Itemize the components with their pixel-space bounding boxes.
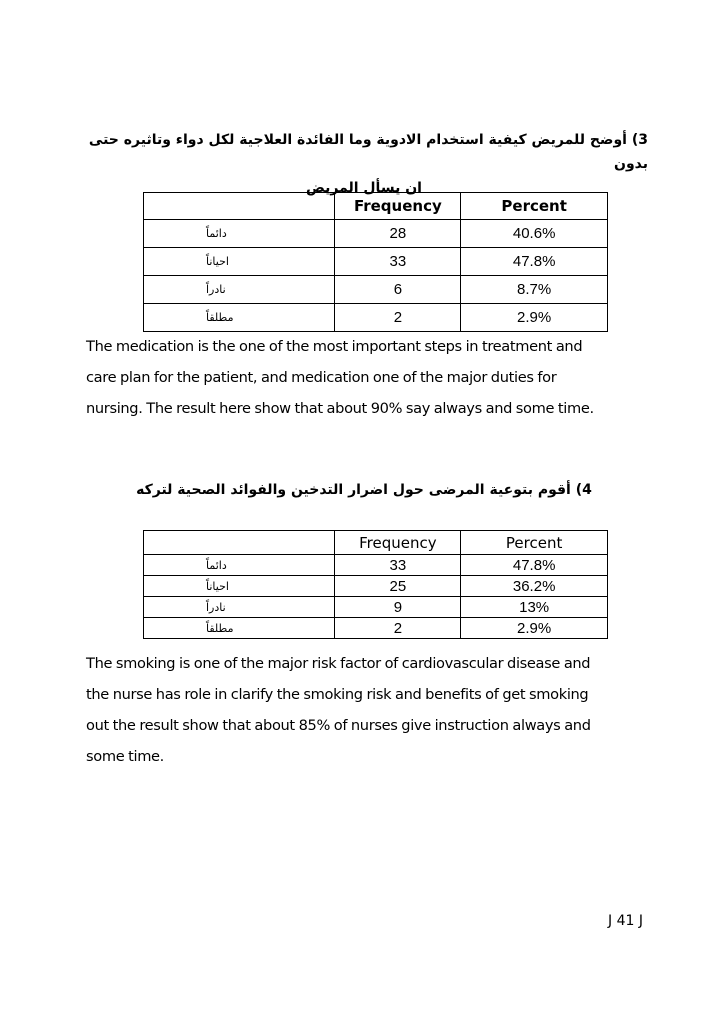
row-category: مطلقاً	[144, 618, 335, 639]
row-percent: 2.9%	[461, 304, 608, 332]
question-4-heading	[80, 478, 648, 502]
header-frequency: Frequency	[335, 193, 461, 220]
row-category: دائماً	[144, 555, 335, 576]
row-frequency: 28	[335, 220, 461, 248]
row-frequency: 33	[335, 248, 461, 276]
question-4-text: 4) أقوم بتوعية المرضى حول اضرار التدخين والفوائد الصحية لتركه	[136, 482, 592, 498]
row-frequency: 9	[335, 597, 461, 618]
table-row	[144, 618, 608, 639]
table-row	[144, 248, 608, 276]
table-header-row	[144, 193, 608, 220]
row-percent: 13%	[461, 597, 608, 618]
paragraph-2-line: some time.	[86, 748, 164, 765]
question-3-line-2: ان يسأل المريض	[306, 180, 422, 196]
row-frequency: 2	[335, 304, 461, 332]
table-row	[144, 304, 608, 332]
paragraph-2	[86, 648, 666, 772]
header-category	[144, 531, 335, 555]
header-category	[144, 193, 335, 220]
row-percent: 47.8%	[461, 248, 608, 276]
row-frequency: 6	[335, 276, 461, 304]
row-percent: 40.6%	[461, 220, 608, 248]
table-row	[144, 597, 608, 618]
row-percent: 36.2%	[461, 576, 608, 597]
frequency-table-1	[143, 192, 608, 332]
paragraph-1-line: nursing. The result here show that about 90% say always and some time.	[86, 400, 594, 417]
row-category: احياناً	[144, 576, 335, 597]
row-frequency: 2	[335, 618, 461, 639]
paragraph-1-line: The medication is the one of the most important steps in treatment and	[86, 338, 583, 355]
paragraph-2-line: The smoking is one of the major risk factor of cardiovascular disease and	[86, 655, 591, 672]
table-row	[144, 276, 608, 304]
paragraph-2-line: the nurse has role in clarify the smoking risk and benefits of get smoking	[86, 686, 589, 703]
row-percent: 2.9%	[461, 618, 608, 639]
row-category: احياناً	[144, 248, 335, 276]
header-percent: Percent	[461, 531, 608, 555]
paragraph-1	[86, 331, 666, 424]
page-number: J 41 J	[608, 913, 643, 929]
row-category: مطلقاً	[144, 304, 335, 332]
table-row	[144, 220, 608, 248]
question-3-line-1: 3) أوضح للمريض كيفية استخدام الادوية وما الفائدة العلاجية لكل دواء وتاثيره حتى بدون	[88, 132, 648, 172]
frequency-table-2	[143, 530, 608, 639]
table-header-row	[144, 531, 608, 555]
row-category: نادراً	[144, 276, 335, 304]
paragraph-1-line: care plan for the patient, and medication one of the major duties for	[86, 369, 557, 386]
row-percent: 47.8%	[461, 555, 608, 576]
row-category: نادراً	[144, 597, 335, 618]
row-frequency: 25	[335, 576, 461, 597]
header-percent: Percent	[461, 193, 608, 220]
row-frequency: 33	[335, 555, 461, 576]
table-row	[144, 576, 608, 597]
question-3-heading	[80, 128, 648, 200]
table-row	[144, 555, 608, 576]
header-frequency: Frequency	[335, 531, 461, 555]
paragraph-2-line: out the result show that about 85% of nurses give instruction always and	[86, 717, 591, 734]
row-percent: 8.7%	[461, 276, 608, 304]
row-category: دائماً	[144, 220, 335, 248]
